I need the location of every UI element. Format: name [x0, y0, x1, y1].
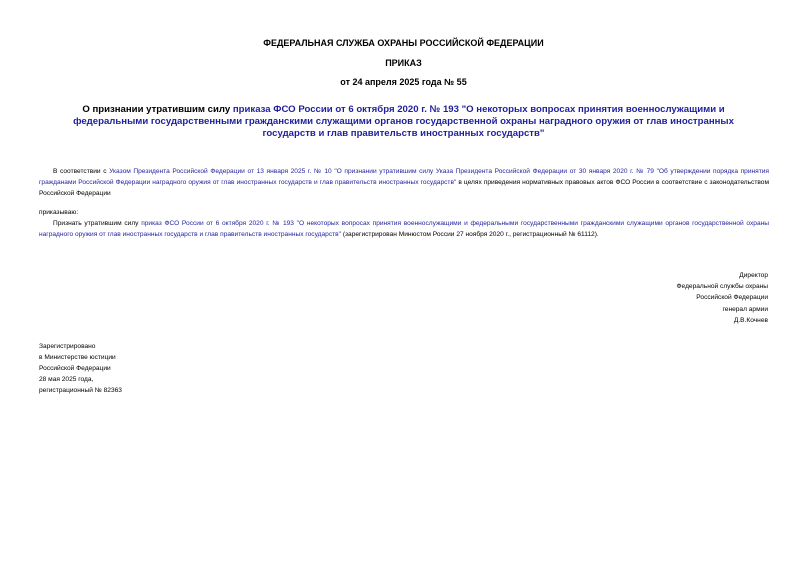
signature-line: Д.В.Кочнев	[733, 316, 768, 324]
title-link[interactable]: приказа ФСО России от 6 октября 2020 г. № 193 "О некоторых вопросах принятия военнослужащими и федеральными государственными гражданскими служащими органов государственной охраны наградного оружия от глав иностранных государств и глав правительств иностранных государств"	[73, 104, 734, 139]
signature-line: Российской Федерации	[696, 294, 768, 302]
registration-line: Российской Федерации	[39, 365, 111, 372]
title-prefix: О признании утратившим силу	[82, 104, 233, 115]
signature-line: Федеральной службы охраны	[676, 283, 768, 291]
registration-line: Зарегистрировано	[39, 343, 96, 350]
preamble-paragraph	[39, 166, 769, 199]
signature-block	[677, 270, 768, 326]
document-date-number: от 24 апреля 2025 года № 55	[340, 77, 467, 87]
document-type: ПРИКАЗ	[385, 58, 422, 68]
signature-line: генерал армии	[722, 305, 768, 313]
document-title	[50, 104, 757, 140]
agency-heading: ФЕДЕРАЛЬНАЯ СЛУЖБА ОХРАНЫ РОССИЙСКОЙ ФЕДЕРАЦИИ	[263, 38, 544, 48]
clause-paragraph	[39, 218, 769, 240]
order-word: приказываю:	[39, 209, 79, 216]
registration-line: регистрационный № 82363	[39, 387, 122, 394]
registration-line: в Министерстве юстиции	[39, 354, 116, 361]
clause-prefix: Признать утратившим силу	[53, 220, 142, 227]
clause-suffix: (зарегистрирован Минюстом России 27 ноября 2020 г., регистрационный № 61112).	[341, 231, 599, 238]
preamble-prefix: В соответствии с	[53, 168, 110, 175]
registration-line: 28 мая 2025 года,	[39, 376, 94, 383]
clause-link[interactable]: приказ ФСО России от 6 октября 2020 г. № 193 "О некоторых вопросах принятия военнослужащими и федеральными государственными гражданскими служащими органов государственной охраны наградного оружия от глав иностранных государств и глав правительств иностранных государств"	[39, 220, 769, 238]
registration-block	[39, 341, 122, 396]
preamble-link[interactable]: Указом Президента Российской Федерации от 13 января 2025 г. № 10 "О признании утратившим силу Указа Президента Российской Федерации от 30 января 2020 г. № 79 "Об утверждении порядка принятия гражданами Российской Федерации наградного оружия от глав иностранных государств и глав правительств иностранных государств"	[39, 168, 770, 186]
preamble-suffix: в целях приведения нормативных правовых актов ФСО России в соответствие с законодательством Российской Федерации	[39, 179, 770, 197]
signature-line: Директор	[739, 272, 768, 279]
